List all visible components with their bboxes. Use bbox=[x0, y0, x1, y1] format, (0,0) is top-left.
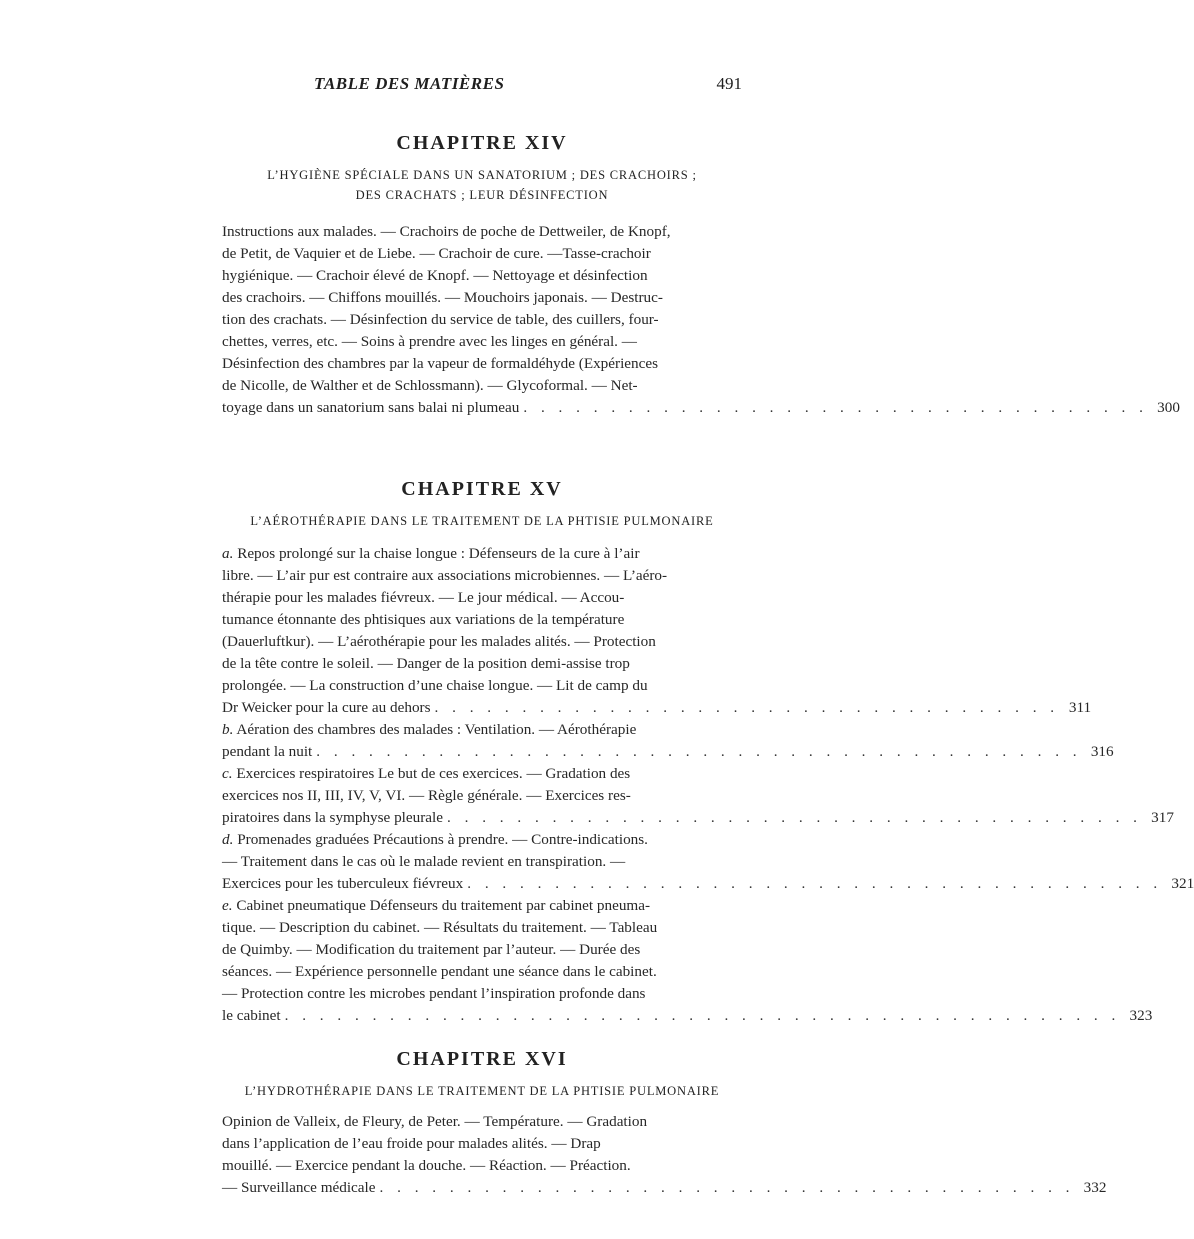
chapter-heading: CHAPITRE XV bbox=[401, 478, 563, 500]
chapter-heading: CHAPITRE XVI bbox=[396, 1048, 568, 1070]
entry-last-line: — Surveillance médicale bbox=[222, 1179, 376, 1196]
toc-entry-a bbox=[222, 543, 1092, 719]
entry-line: e. Cabinet pneumatique Défenseurs du traitement par cabinet pneuma- bbox=[222, 897, 651, 914]
toc-entry-b bbox=[222, 719, 1114, 763]
chapter-subtitle-line: DES CRACHATS ; LEUR DÉSINFECTION bbox=[355, 188, 609, 202]
entry-line: des crachoirs. — Chiffons mouillés. — Mouchoirs japonais. — Destruc- bbox=[222, 289, 663, 306]
entry-leader-line bbox=[222, 1177, 1107, 1199]
entry-label: c. bbox=[222, 765, 233, 782]
entry-line: Instructions aux malades. — Crachoirs de poche de Dettweiler, de Knopf, bbox=[222, 223, 671, 240]
entry-last-line: Dr Weicker pour la cure au dehors bbox=[222, 699, 431, 716]
entry-page-number: 323 bbox=[1129, 1007, 1153, 1024]
dot-leader: . . . . . . . . . . . . . . . . . . . . . . . . . . . . . . . . . . . . . . . . bbox=[379, 1179, 1075, 1196]
entry-page-number: 311 bbox=[1068, 699, 1092, 716]
entry-line: tion des crachats. — Désinfection du service de table, des cuillers, four- bbox=[222, 311, 659, 328]
entry-line: Désinfection des chambres par la vapeur de formaldéhyde (Expériences bbox=[222, 355, 659, 372]
toc-entry bbox=[222, 1111, 1107, 1199]
entry-page-number: 316 bbox=[1090, 743, 1114, 760]
entry-leader-line bbox=[222, 741, 1114, 763]
entry-label: d. bbox=[222, 831, 234, 848]
entry-line: d. Promenades graduées Précautions à prendre. — Contre-indications. bbox=[222, 831, 648, 848]
entry-page-number: 332 bbox=[1083, 1179, 1107, 1196]
entry-leader-line bbox=[222, 1005, 1153, 1027]
entry-line: hygiénique. — Crachoir élevé de Knopf. — Nettoyage et désinfection bbox=[222, 267, 648, 284]
entry-line: Opinion de Valleix, de Fleury, de Peter. — Température. — Gradation bbox=[222, 1113, 648, 1130]
chapter-subtitle bbox=[222, 165, 742, 205]
entry-line: tumance étonnante des phtisiques aux variations de la température bbox=[222, 611, 625, 628]
chapter-xiv bbox=[222, 132, 1180, 419]
entry-leader-line bbox=[222, 697, 1092, 719]
entry-leader-line bbox=[222, 807, 1174, 829]
entry-line: (Dauerluftkur). — L’aérothérapie pour les malades alités. — Protection bbox=[222, 633, 656, 650]
chapter-subtitle-line: L’HYDROTHÉRAPIE DANS LE TRAITEMENT DE LA PHTISIE PULMONAIRE bbox=[244, 1084, 720, 1098]
entry-line: de Nicolle, de Walther et de Schlossmann). — Glycoformal. — Net- bbox=[222, 377, 638, 394]
entry-page-number: 317 bbox=[1151, 809, 1174, 826]
dot-leader: . . . . . . . . . . . . . . . . . . . . . . . . . . . . . . . . . . . . . . . . . . . . bbox=[316, 743, 1082, 760]
entry-line: séances. — Expérience personnelle pendant une séance dans le cabinet. bbox=[222, 963, 657, 980]
entry-line: libre. — L’air pur est contraire aux associations microbiennes. — L’aéro- bbox=[222, 567, 668, 584]
dot-leader: . . . . . . . . . . . . . . . . . . . . . . . . . . . . . . . . . . . . . . . . bbox=[447, 809, 1142, 826]
entry-label: a. bbox=[222, 545, 234, 562]
chapter-subtitle bbox=[222, 511, 742, 531]
entry-line: exercices nos II, III, IV, V, VI. — Règle générale. — Exercices res- bbox=[222, 787, 631, 804]
entry-line: — Traitement dans le cas où le malade revient en transpiration. — bbox=[222, 853, 626, 870]
chapter-subtitle bbox=[222, 1081, 742, 1101]
entry-last-line: piratoires dans la symphyse pleurale bbox=[222, 809, 443, 826]
chapter-xvi bbox=[222, 1048, 1107, 1199]
entry-line: c. Exercices respiratoires Le but de ces exercices. — Gradation des bbox=[222, 765, 631, 782]
entry-label: e. bbox=[222, 897, 233, 914]
entry-leader-line bbox=[222, 873, 1194, 895]
running-title: TABLE DES MATIÈRES bbox=[314, 74, 505, 93]
dot-leader: . . . . . . . . . . . . . . . . . . . . . . . . . . . . . . . . . . . . . . . . bbox=[467, 875, 1163, 892]
entry-label: b. bbox=[222, 721, 234, 738]
chapter-subtitle-line: L’HYGIÈNE SPÉCIALE DANS UN SANATORIUM ; DES CRACHOIRS ; bbox=[267, 168, 697, 182]
toc-entry-c bbox=[222, 763, 1174, 829]
entry-leader-line bbox=[222, 397, 1180, 419]
entry-last-line: toyage dans un sanatorium sans balai ni plumeau bbox=[222, 399, 520, 416]
entry-line: tique. — Description du cabinet. — Résultats du traitement. — Tableau bbox=[222, 919, 658, 936]
page-number: 491 bbox=[716, 74, 742, 93]
chapter-subtitle-line: L’AÉROTHÉRAPIE DANS LE TRAITEMENT DE LA PHTISIE PULMONAIRE bbox=[250, 514, 714, 528]
entry-last-line: le cabinet bbox=[222, 1007, 281, 1024]
entry-page-number: 321 bbox=[1171, 875, 1194, 892]
entry-line: de Quimby. — Modification du traitement par l’auteur. — Durée des bbox=[222, 941, 641, 958]
entry-line: thérapie pour les malades fiévreux. — Le jour médical. — Accou- bbox=[222, 589, 625, 606]
entry-page-number: 300 bbox=[1157, 399, 1180, 416]
chapter-xv bbox=[222, 478, 1194, 1027]
chapter-heading: CHAPITRE XIV bbox=[396, 132, 568, 154]
entry-last-line: pendant la nuit bbox=[222, 743, 313, 760]
entry-line: chettes, verres, etc. — Soins à prendre avec les linges en général. — bbox=[222, 333, 637, 350]
entry-line: mouillé. — Exercice pendant la douche. — Réaction. — Préaction. bbox=[222, 1157, 631, 1174]
running-head bbox=[222, 74, 742, 102]
entry-line: de Petit, de Vaquier et de Liebe. — Crachoir de cure. —Tasse-crachoir bbox=[222, 245, 651, 262]
toc-entry-d bbox=[222, 829, 1194, 895]
entry-line: — Protection contre les microbes pendant l’inspiration profonde dans bbox=[222, 985, 646, 1002]
entry-line: a. Repos prolongé sur la chaise longue : Défenseurs de la cure à l’air bbox=[222, 545, 640, 562]
entry-line: de la tête contre le soleil. — Danger de la position demi-assise trop bbox=[222, 655, 630, 672]
toc-entry bbox=[222, 221, 1180, 419]
entry-line: b. Aération des chambres des malades : Ventilation. — Aérothérapie bbox=[222, 721, 637, 738]
toc-entry-e bbox=[222, 895, 1153, 1027]
entry-line: dans l’application de l’eau froide pour malades alités. — Drap bbox=[222, 1135, 601, 1152]
entry-last-line: Exercices pour les tuberculeux fiévreux bbox=[222, 875, 464, 892]
dot-leader: . . . . . . . . . . . . . . . . . . . . . . . . . . . . . . . . . . . . bbox=[434, 699, 1060, 716]
entry-line: prolongée. — La construction d’une chaise longue. — Lit de camp du bbox=[222, 677, 648, 694]
dot-leader: . . . . . . . . . . . . . . . . . . . . . . . . . . . . . . . . . . . . bbox=[523, 399, 1148, 416]
dot-leader: . . . . . . . . . . . . . . . . . . . . . . . . . . . . . . . . . . . . . . . . . . . . . . . . bbox=[284, 1007, 1121, 1024]
